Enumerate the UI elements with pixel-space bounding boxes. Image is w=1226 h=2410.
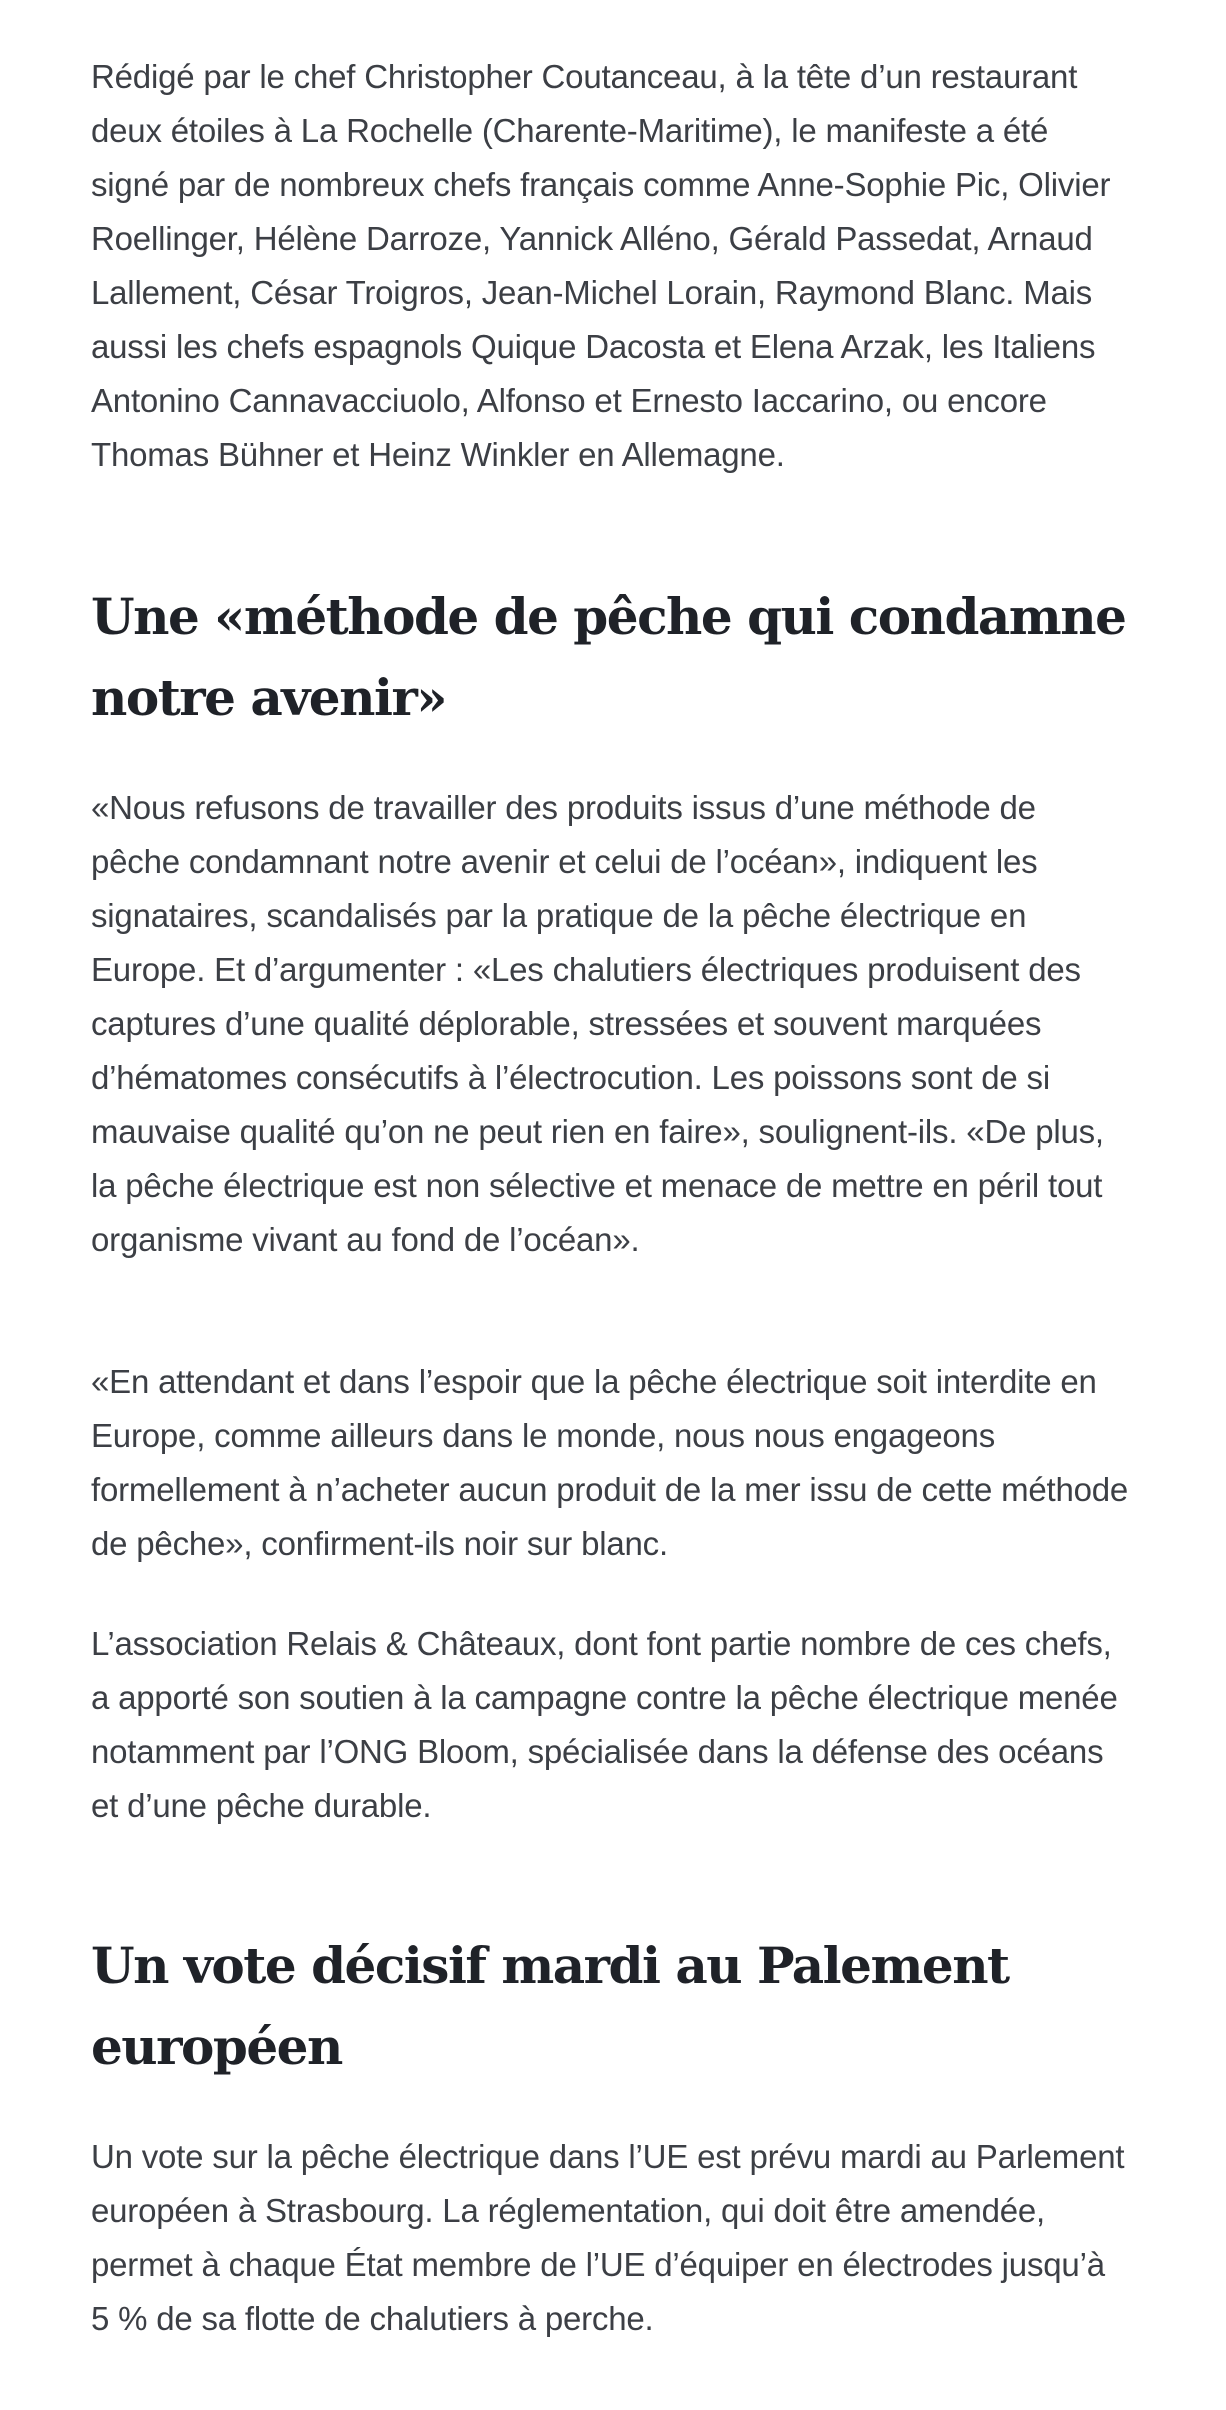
section1-paragraph-relais-chateaux: L’association Relais & Châteaux, dont font partie nombre de ces chefs, a apporté son soutien à la campagne contre la pêche électrique menée notamment par l’ONG Bloom, spécialisée dans la défense des océans et d’une pêche durable.: [91, 1625, 1118, 1824]
section1-paragraph-quote: «Nous refusons de travailler des produits issus d’une méthode de pêche condamnant notre avenir et celui de l’océan», indiquent les signataires, scandalisés par la pratique de la pêche électrique en Europe. Et d’argumenter : «Les chalutiers électriques produisent des captures d’une qualité déplorable, stressées et souvent marquées d’hématomes consécutifs à l’électrocution. Les poissons sont de si mauvaise qualité qu’on ne peut rien en faire», soulignent-ils. «De plus, la pêche électrique est non sélective et menace de mettre en péril tout organisme vivant au fond de l’océan».: [91, 789, 1104, 1258]
intro-paragraph: Rédigé par le chef Christopher Coutanceau, à la tête d’un restaurant deux étoiles à La Rochelle (Charente-Maritime), le manifeste a été signé par de nombreux chefs français comme Anne-Sophie Pic, Olivier Roellinger, Hélène Darroze, Yannick Alléno, Gérald Passedat, Arnaud Lallement, César Troigros, Jean-Michel Lorain, Raymond Blanc. Mais aussi les chefs espagnols Quique Dacosta et Elena Arzak, les Italiens Antonino Cannavacciuolo, Alfonso et Ernesto Iaccarino, ou encore Thomas Bühner et Heinz Winkler en Allemagne.: [91, 58, 1111, 473]
section-heading-vote: Un vote décisif mardi au Palement européen: [91, 1936, 1009, 2076]
section2-paragraph-vote: Un vote sur la pêche électrique dans l’UE est prévu mardi au Parlement européen à Strasbourg. La réglementation, qui doit être amendée, permet à chaque État membre de l’UE d’équiper en électrodes jusqu’à 5 % de sa flotte de chalutiers à perche.: [91, 2138, 1125, 2337]
article-body: [91, 50, 1131, 2346]
section-heading-methode: Une «méthode de pêche qui condamne notre avenir»: [91, 587, 1126, 727]
section1-paragraph-engagement: «En attendant et dans l’espoir que la pêche électrique soit interdite en Europe, comme ailleurs dans le monde, nous nous engageons formellement à n’acheter aucun produit de la mer issu de cette méthode de pêche», confirment-ils noir sur blanc.: [91, 1363, 1129, 1562]
